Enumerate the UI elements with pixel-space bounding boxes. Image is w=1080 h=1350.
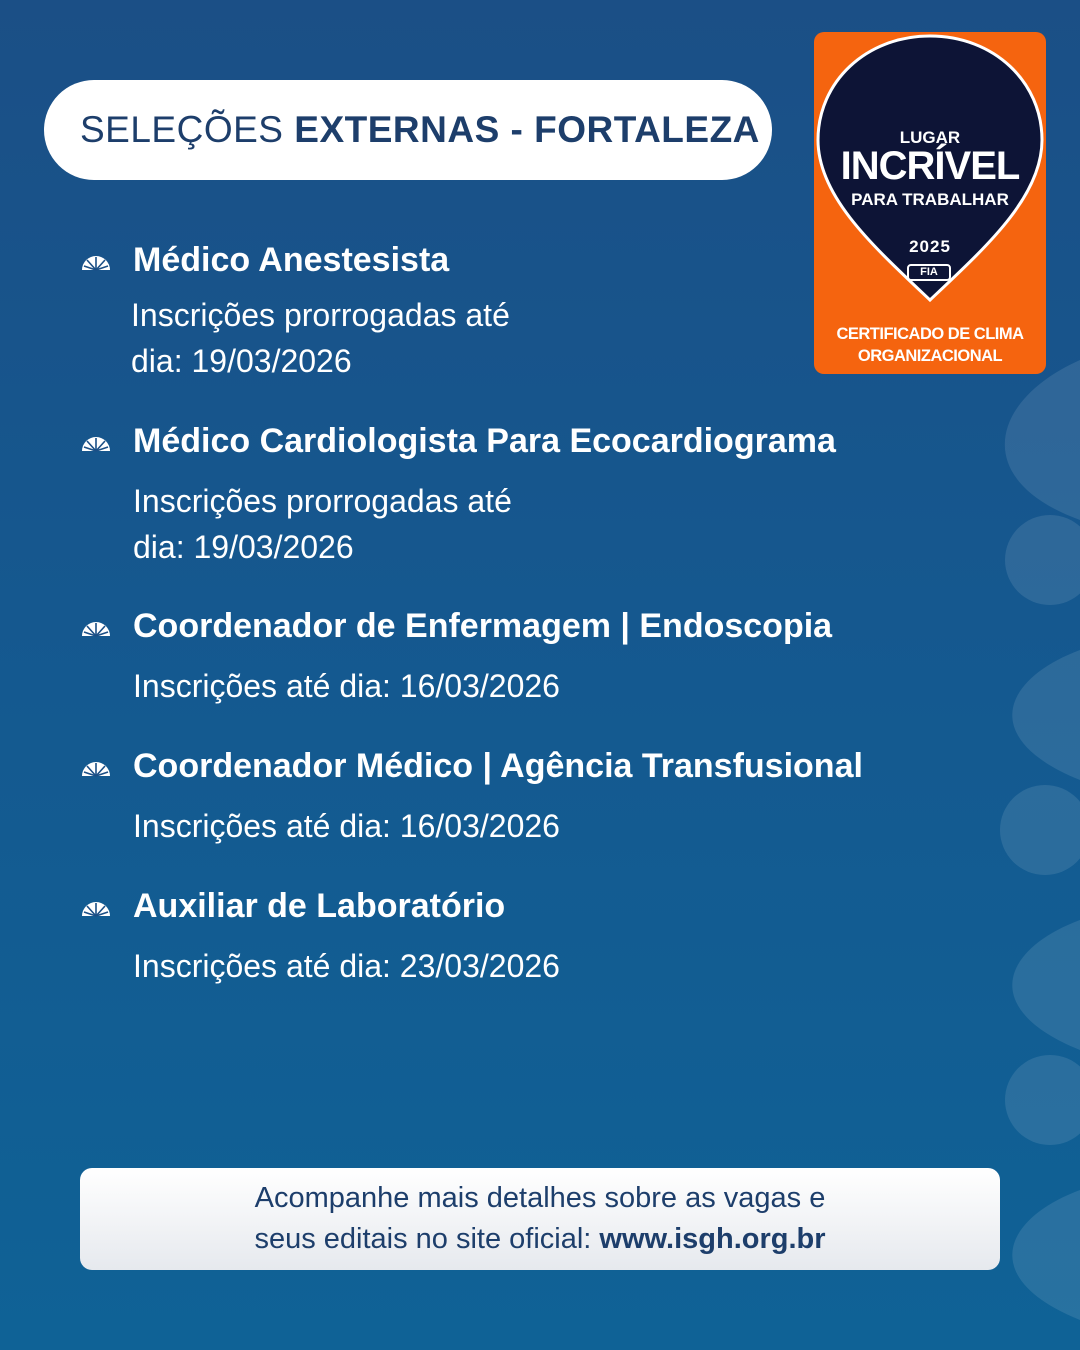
- badge-line-trabalhar: PARA TRABALHAR: [851, 190, 1009, 209]
- job-title: Auxiliar de Laboratório: [133, 887, 506, 925]
- page-title: [44, 80, 772, 180]
- job-title: Coordenador de Enfermagem | Endoscopia: [133, 607, 833, 645]
- job-title: Médico Anestesista: [133, 241, 450, 279]
- job-deadline: [131, 292, 651, 384]
- sunrise-icon: [80, 250, 112, 272]
- badge-line-lugar: LUGAR: [899, 128, 961, 147]
- badge-cert-line2: ORGANIZACIONAL: [857, 347, 1003, 365]
- job-deadline-line1: Inscrições prorrogadas até: [131, 297, 510, 333]
- title-bold: EXTERNAS - FORTALEZA: [294, 109, 760, 150]
- sunrise-icon: [80, 616, 112, 638]
- badge-cert-line1: CERTIFICADO DE CLIMA: [836, 325, 1024, 343]
- footer-line2-prefix: seus editais no site oficial:: [254, 1223, 600, 1255]
- website-link[interactable]: www.isgh.org.br: [599, 1223, 826, 1255]
- list-item: [80, 744, 980, 844]
- sunrise-icon: [80, 756, 112, 778]
- great-place-badge: [814, 32, 1046, 374]
- job-deadline: [133, 478, 653, 570]
- sunrise-icon: [80, 431, 112, 453]
- sunrise-icon: [80, 896, 112, 918]
- list-item: [80, 604, 980, 704]
- list-item: [80, 884, 980, 984]
- job-deadline-line1: Inscrições prorrogadas até: [133, 483, 512, 519]
- fia-logo-icon: FIA: [907, 264, 951, 281]
- job-deadline: [133, 803, 653, 849]
- list-item: [80, 419, 980, 565]
- footer-note: [80, 1168, 1000, 1270]
- job-title: Médico Cardiologista Para Ecocardiograma: [133, 422, 836, 460]
- job-deadline-line1: Inscrições até dia: 23/03/2026: [133, 948, 560, 984]
- title-light: SELEÇÕES: [80, 109, 284, 150]
- job-deadline: [133, 663, 653, 709]
- job-deadline-line1: Inscrições até dia: 16/03/2026: [133, 808, 560, 844]
- job-deadline-line1: Inscrições até dia: 16/03/2026: [133, 668, 560, 704]
- job-deadline-line2: dia: 19/03/2026: [131, 343, 352, 379]
- job-title: Coordenador Médico | Agência Transfusional: [133, 747, 863, 785]
- footer-line1: Acompanhe mais detalhes sobre as vagas e: [254, 1182, 826, 1214]
- job-deadline: [133, 943, 653, 989]
- badge-line-incrivel: INCRÍVEL: [840, 144, 1020, 188]
- job-deadline-line2: dia: 19/03/2026: [133, 529, 354, 565]
- badge-year: 2025: [909, 237, 951, 256]
- footer-line2: [80, 1219, 1000, 1260]
- badge-certificate: [814, 323, 1046, 367]
